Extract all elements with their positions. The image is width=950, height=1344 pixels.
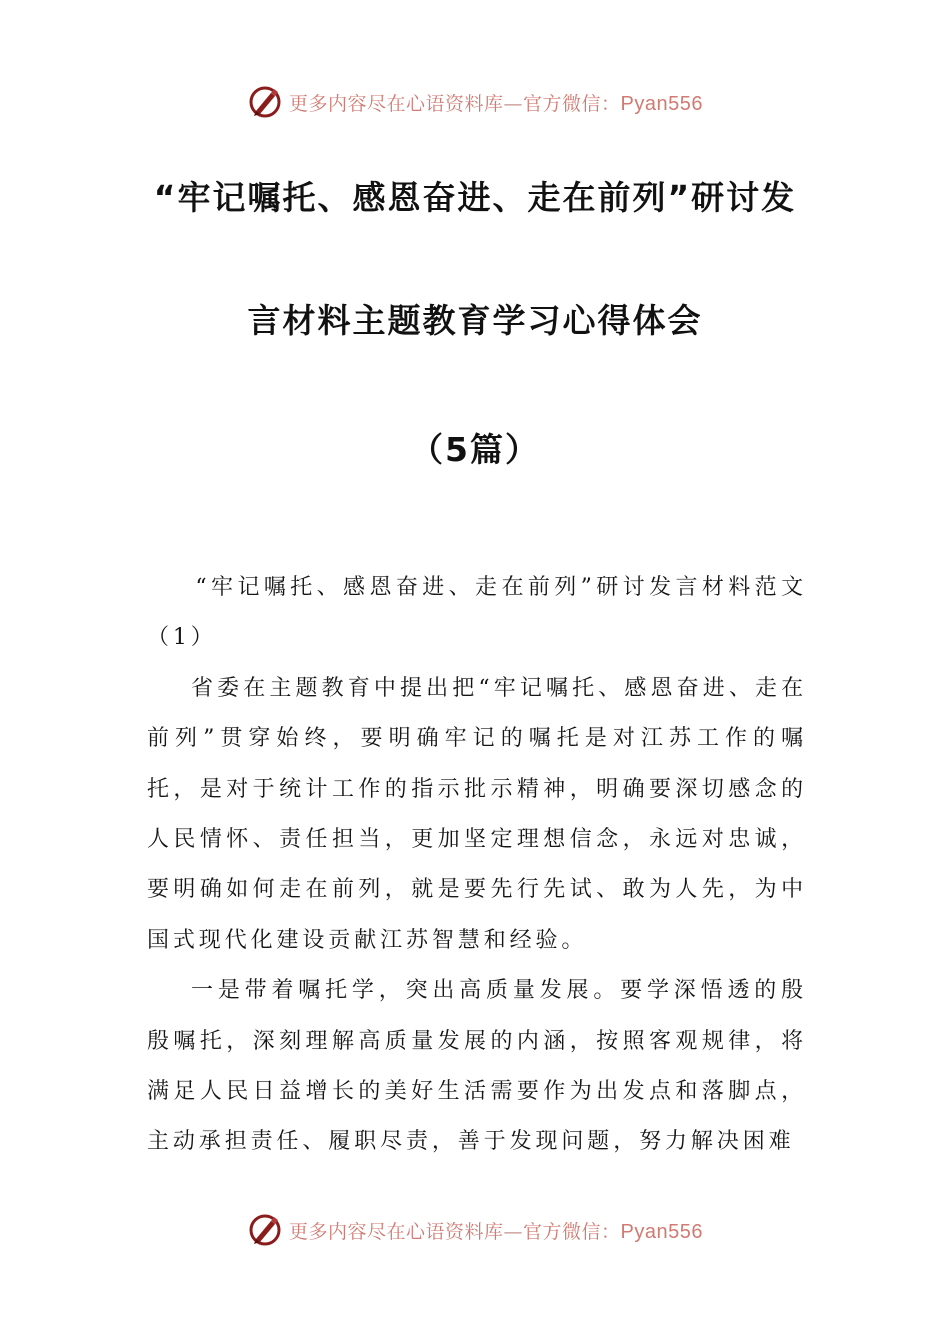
watermark-banner-bottom xyxy=(0,1210,950,1250)
watermark-wechat-label: 官方微信： xyxy=(523,1220,621,1243)
body-paragraph: “牢记嘱托、感恩奋进、走在前列”研讨发言材料范文（1） xyxy=(147,575,807,651)
document-title-line-1: “牢记嘱托、感恩奋进、走在前列”研讨发 xyxy=(153,178,797,217)
watermark-banner-top xyxy=(0,82,950,122)
watermark-text xyxy=(289,1217,703,1244)
watermark-separator: — xyxy=(503,1220,524,1243)
watermark-wechat-label: 官方微信： xyxy=(523,92,621,115)
watermark-text xyxy=(289,89,703,116)
watermark-brand: 更多内容尽在心语资料库 xyxy=(289,92,504,115)
watermark-wechat-id: Pyan556 xyxy=(620,1220,703,1243)
document-body xyxy=(147,563,807,1168)
pen-logo-icon xyxy=(247,84,283,120)
document-title-line-2: 言材料主题教育学习心得体会 xyxy=(247,301,703,340)
pen-logo-icon xyxy=(247,1212,283,1248)
watermark-wechat-id: Pyan556 xyxy=(620,92,703,115)
body-paragraph: 一是带着嘱托学，突出高质量发展。要学深悟透的殷殷嘱托，深刻理解高质量发展的内涵，按照客观规律，将满足人民日益增长的美好生活需要作为出发点和落脚点，主动承担责任、履职尽责，善于发现问题，努力解决困难 xyxy=(147,978,807,1155)
watermark-brand: 更多内容尽在心语资料库 xyxy=(289,1220,504,1243)
body-paragraph: 省委在主题教育中提出把“牢记嘱托、感恩奋进、走在前列”贯穿始终，要明确牢记的嘱托是对江苏工作的嘱托，是对于统计工作的指示批示精神，明确要深切感念的人民情怀、责任担当，更加坚定理想信念，永远对忠诚，要明确如何走在前列，就是要先行先试、敢为人先，为中国式现代化建设贡献江苏智慧和经验。 xyxy=(147,675,807,953)
watermark-separator: — xyxy=(503,92,524,115)
document-title-line-3: （5篇） xyxy=(410,430,540,469)
